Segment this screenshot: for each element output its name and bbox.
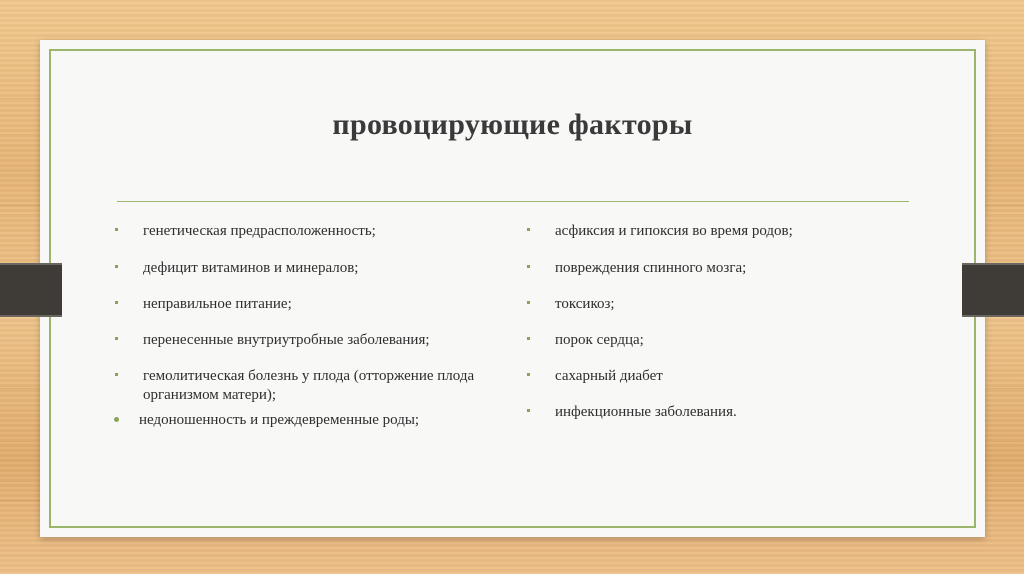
bullet-icon (527, 373, 530, 376)
list-item-text: токсикоз; (555, 296, 615, 312)
list-item-text: генетическая предрасположенность; (143, 223, 376, 239)
list-item (527, 222, 907, 241)
list-item-text: порок сердца; (555, 332, 644, 348)
bullet-icon (527, 228, 530, 231)
bullet-icon (115, 265, 118, 268)
bullet-icon (527, 265, 530, 268)
left-side-tab (0, 263, 62, 317)
list-item (527, 367, 907, 386)
bullet-icon (115, 373, 118, 376)
bullet-icon (527, 337, 530, 340)
bullet-icon (527, 301, 530, 304)
list-item (527, 259, 907, 278)
bullet-icon (115, 228, 118, 231)
bullet-icon (114, 417, 119, 422)
list-item-text: асфиксия и гипоксия во время родов; (555, 223, 793, 239)
list-item (527, 295, 907, 314)
right-factor-list (527, 222, 907, 422)
right-side-tab (962, 263, 1024, 317)
bullet-icon (115, 301, 118, 304)
bullet-icon (527, 409, 530, 412)
list-item-text: сахарный диабет (555, 368, 663, 384)
title-divider (117, 201, 909, 202)
list-item-text: дефицит витаминов и минералов; (143, 260, 359, 276)
list-item (115, 295, 515, 314)
list-item (115, 259, 515, 278)
list-item-text: недоношенность и преждевременные роды; (139, 412, 420, 428)
list-item-text: повреждения спинного мозга; (555, 260, 747, 276)
list-item-text: инфекционные заболевания. (555, 404, 737, 420)
list-item (527, 403, 907, 422)
list-item (115, 331, 515, 350)
list-item (115, 411, 515, 430)
list-item (527, 331, 907, 350)
list-item-text: гемолитическая болезнь у плода (отторжение плода организмом матери); (143, 368, 475, 403)
bullet-icon (115, 337, 118, 340)
list-item (115, 367, 515, 405)
list-item-text: неправильное питание; (143, 296, 292, 312)
slide-title: провоцирующие факторы (332, 108, 693, 141)
list-item-text: перенесенные внутриутробные заболевания; (143, 332, 430, 348)
list-item (115, 222, 515, 241)
left-factor-list (115, 222, 515, 430)
